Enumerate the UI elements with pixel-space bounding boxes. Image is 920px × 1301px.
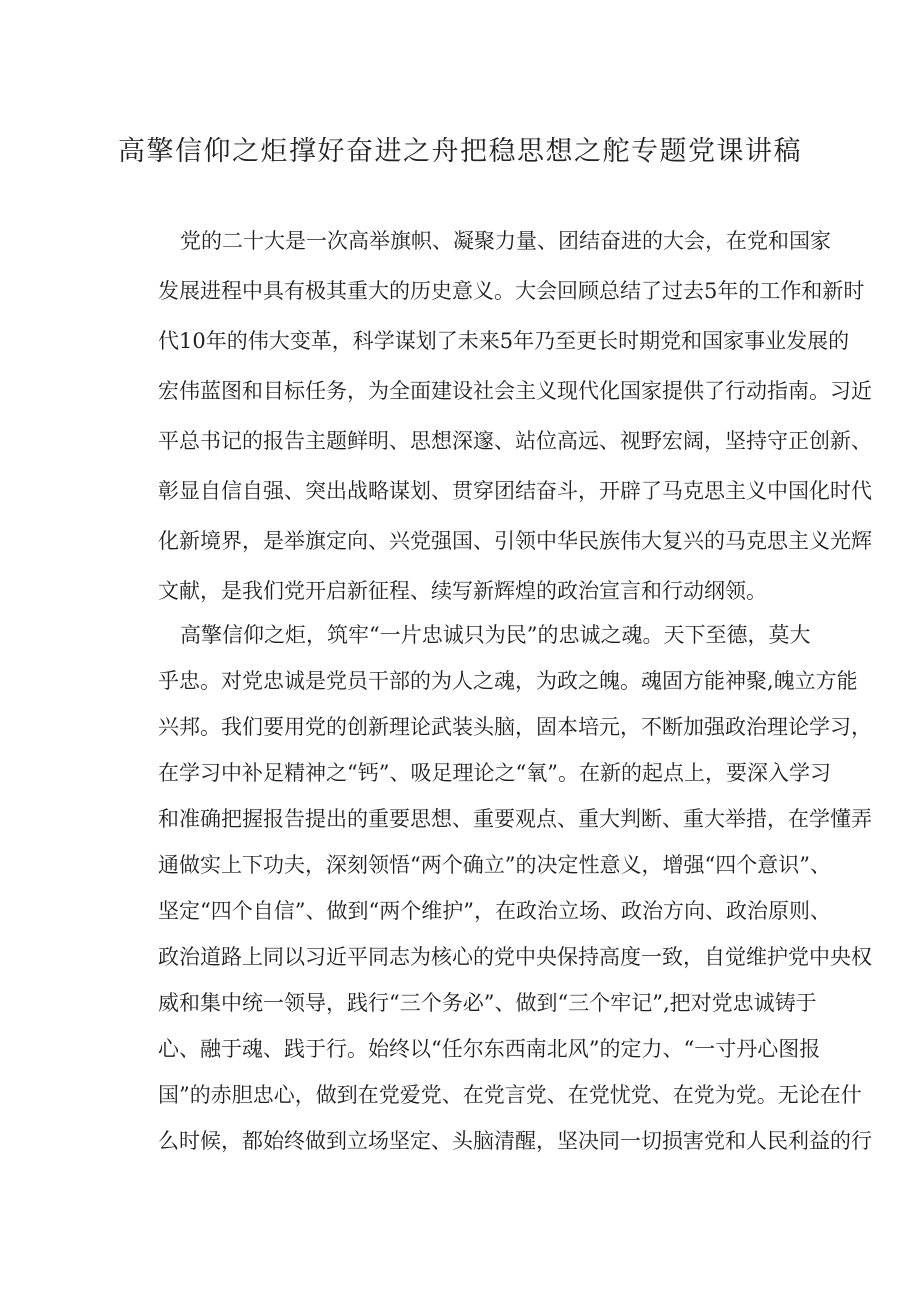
paragraph-1-line-2: 发展进程中具有极其重大的历史意义。大会回顾总结了过去5年的工作和新时 (158, 279, 865, 303)
paragraph-2-line-9: 威和集中统一领导，践行“三个务必”、做到“三个牢记”,把对党忠诚铸于 (158, 991, 817, 1015)
paragraph-1-line-5: 平总书记的报告主题鲜明、思想深邃、站位高远、视野宏阔，坚持守正创新、 (158, 429, 872, 453)
paragraph-2-line-5: 和准确把握报告提出的重要思想、重要观点、重大判断、重大举措，在学懂弄 (158, 807, 872, 831)
paragraph-1-line-4: 宏伟蓝图和目标任务，为全面建设社会主义现代化国家提供了行动指南。习近 (158, 379, 872, 403)
paragraph-2-line-7: 坚定“四个自信”、做到“两个维护”，在政治立场、政治方向、政治原则、 (158, 899, 831, 923)
paragraph-1-line-6: 彰显自信自强、突出战略谋划、贯穿团结奋斗，开辟了马克思主义中国化时代 (158, 479, 872, 503)
paragraph-1-line-8: 文献，是我们党开启新征程、续写新辉煌的政治宣言和行动纲领。 (158, 579, 767, 603)
paragraph-1-line-3: 代10年的伟大变革，科学谋划了未来5年乃至更长时期党和国家事业发展的 (158, 329, 850, 353)
paragraph-2-line-1: 高擎信仰之炬，筑牢“一片忠诚只为民”的忠诚之魂。天下至德，莫大 (180, 623, 811, 647)
paragraph-2-line-6: 通做实上下功夫，深刻领悟“两个确立”的决定性意义，增强“四个意识”、 (158, 853, 831, 877)
paragraph-2-line-2: 乎忠。对党忠诚是党员干部的为人之魂，为政之魄。魂固方能神聚,魄立方能 (158, 669, 858, 693)
paragraph-1-line-1: 党的二十大是一次高举旗帜、凝聚力量、团结奋进的大会，在党和国家 (180, 229, 831, 253)
paragraph-1-line-7: 化新境界，是举旗定向、兴党强国、引领中华民族伟大复兴的马克思主义光辉 (158, 529, 872, 553)
paragraph-2-line-3: 兴邦。我们要用党的创新理论武装头脑，固本培元，不断加强政治理论学习， (158, 715, 872, 739)
paragraph-2-line-4: 在学习中补足精神之“钙”、吸足理论之“氧”。在新的起点上，要深入学习 (158, 761, 831, 785)
paragraph-2-line-8: 政治道路上同以习近平同志为核心的党中央保持高度一致，自觉维护党中央权 (158, 945, 872, 969)
paragraph-2-line-10: 心、融于魂、践于行。始终以“任尔东西南北风”的定力、“一寸丹心图报 (158, 1037, 821, 1061)
document-title: 高擎信仰之炬撑好奋进之舟把稳思想之舵专题党课讲稿 (118, 136, 802, 167)
paragraph-2-line-11: 国”的赤胆忠心，做到在党爱党、在党言党、在党忧党、在党为党。无论在什 (158, 1083, 862, 1107)
paragraph-2-line-12: 么时候，都始终做到立场坚定、头脑清醒，坚决同一切损害党和人民利益的行 (158, 1129, 872, 1153)
